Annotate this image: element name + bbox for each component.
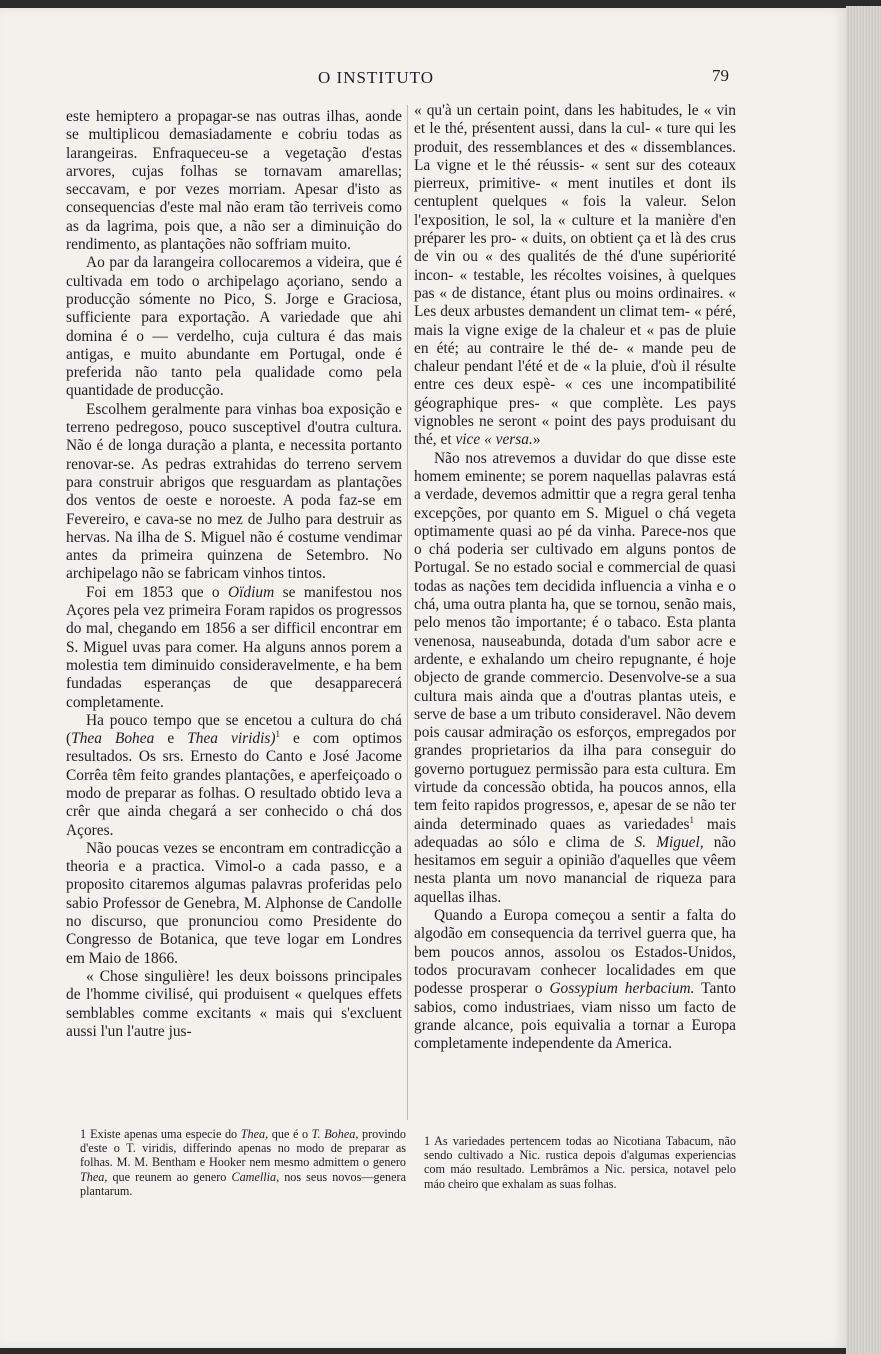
left-paragraph-1: este hemiptero a propagar-se nas outras ilhas, aonde se multiplicou demasiadamente e cobriu todas as larangeiras. Enfraqueceu-se a vegetação d'estas arvores, cujas folhas se tornavam amarellas; seccavam, e por vezes morriam. Apesar d'isto as consequencias d'este mal não eram tão terriveis como as da lagrima, pois que, a não ser a diminuição do rendimento, as plantações não soffriam muito. bbox=[66, 108, 402, 254]
footnote-marker: 1 bbox=[275, 728, 280, 739]
right-paragraph-1 bbox=[414, 102, 736, 450]
column-divider bbox=[407, 105, 408, 1120]
text-span: mais adequadas ao sólo e clima de bbox=[414, 815, 736, 851]
italic-term: Thea viridis) bbox=[187, 730, 276, 748]
text-span: Ha pouco tempo que se encetou a cultura do chá ( bbox=[66, 711, 402, 748]
italic-term: Thea, bbox=[80, 1169, 108, 1184]
italic-term: Camellia, bbox=[231, 1169, 280, 1184]
text-span: Existe apenas uma especie do bbox=[90, 1127, 241, 1141]
left-paragraph-6: Não poucas vezes se encontram em contradicção a theoria e a practica. Vimol-o a cada passo, e a proposito citaremos algumas palavras proferidas pelo sabio Professor de Genebra, M. Alphonse de Candolle no discurso, que pronunciou como Presidente do Congresso de Botanica, que teve logar em Londres em Maio de 1866. bbox=[66, 839, 402, 967]
footnote-left bbox=[80, 1127, 406, 1198]
text-span: As variedades pertencem todas ao Nicotiana Tabacum, não sendo cultivado a Nic. rustica depois d'algumas experiencias com máo resultado. Lembrâmos a Nic. persica, notavel pelo máo cheiro que exhalam as suas folhas. bbox=[424, 1134, 736, 1191]
italic-term: S. Miguel, bbox=[634, 833, 704, 851]
text-span: e com optimos resultados. Os srs. Ernesto do Canto e José Jacome Corrêa têm feito grandes plantações, e aperfeiçoado o modo de preparar as folhas. O resultado obtido leva a crêr que ainda chegará a ser conhecido o chá dos Açores. bbox=[66, 730, 402, 839]
italic-term: vice « versa. bbox=[455, 431, 533, 449]
text-span: Quando a Europa começou a sentir a falta do algodão em consequencia da terrivel guerra que, ha bem poucos annos, assolou os Estados-Unidos, todos procuravam conhecer localidades em que podesse prosperar o bbox=[414, 907, 736, 998]
text-span: nos seus novos—genera plantarum. bbox=[80, 1169, 406, 1198]
right-paragraph-3 bbox=[414, 907, 736, 1053]
text-span: provindo d'este o T. viridis, differindo apenas no modo de preparar as folhas. M. M. Bentham e Hooker nem mesmo admittem o genero bbox=[80, 1127, 406, 1170]
footnote-number: 1 bbox=[424, 1134, 431, 1148]
text-span: Foi em 1853 que o bbox=[86, 583, 229, 601]
text-span: » bbox=[532, 431, 541, 449]
footnote-number: 1 bbox=[80, 1127, 87, 1141]
right-column bbox=[414, 102, 736, 1053]
book-page-edges bbox=[846, 6, 881, 1354]
left-paragraph-3: Escolhem geralmente para vinhas boa exposição e terreno pedregoso, pouco susceptivel d'outra cultura. Não é de longa duração a planta, e necessita portanto renovar-se. As pedras extrahidas do terreno servem para construir abrigos que resguardam as plantações dos ventos de oeste e noroeste. A poda faz-se em Fevereiro, e cava-se no mez de Julho para destruir as hervas. Na ilha de S. Miguel não é costume vendimar antes da primeira quinzena de Setembro. No archipelago não se fabricam vinhos tintos. bbox=[66, 400, 402, 583]
text-span: se manifestou nos Açores pela vez primeira Foram rapidos os progressos do mal, chegando em 1856 a ser difficil encontrar em S. Miguel uvas para comer. Ha alguns annos porem a molestia tem diminuido consideravelmente, e ha bem fundadas esperanças de que desapparecerá completamente. bbox=[66, 583, 402, 711]
left-paragraph-2: Ao par da larangeira collocaremos a videira, que é cultivada em todo o archipelago açoriano, sendo a producção sómente no Pico, S. Jorge e Graciosa, sufficiente para exportação. A variedade que ahi domina é o — verdelho, cuja cultura é das mais antigas, e muito abundante em Portugal, onde é preferida não tanto pela qualidade como pela quantidade de producção. bbox=[66, 254, 402, 400]
italic-term: Gossypium herbacium. bbox=[549, 980, 695, 998]
running-header bbox=[0, 66, 846, 90]
text-span: e bbox=[154, 730, 188, 748]
left-paragraph-4 bbox=[66, 584, 402, 712]
running-title: O INSTITUTO bbox=[318, 68, 434, 87]
italic-term: T. Bohea, bbox=[311, 1127, 359, 1141]
text-span: não hesitamos em seguir a opinião d'aquelles que vêem nesta planta um novo manancial de riqueza para aquellas ilhas. bbox=[414, 833, 736, 906]
footnote-right bbox=[424, 1134, 736, 1191]
italic-term: Thea Bohea bbox=[71, 730, 155, 748]
italic-term: Oïdium bbox=[228, 583, 275, 601]
italic-term: Thea, bbox=[240, 1127, 269, 1141]
left-column bbox=[66, 108, 402, 1041]
left-paragraph-7: « Chose singulière! les deux boissons principales de l'homme civilisé, qui produisent « quelques effets semblables comme excitants « mais qui s'excluent aussi l'un l'autre jus- bbox=[66, 967, 402, 1040]
right-paragraph-2 bbox=[414, 450, 736, 907]
footnote-marker: 1 bbox=[689, 814, 695, 825]
text-span: que reunem ao genero bbox=[107, 1169, 232, 1184]
text-span: « qu'à un certain point, dans les habitudes, le « vin et le thé, présentent aussi, dans la cul- « ture qui les produit, des ressemblances et des « dissemblances. La vigne et le thé réussis- « sent sur des coteaux pierreux, primitive- « ment inutiles et dont ils centuplent quelques « fois la valeur. Selon l'exposition, le sol, la « culture et la manière d'en préparer les pro- « duits, on obtient ça et là des crus de vin ou « des qualités de thé d'une supériorité incon- « testable, les récoltes voisines, à quelques pas « de distance, étant plus ou moins ordinaires. « Les deux arbustes demandent un climat tem- « péré, mais la vigne exige de la chaleur et « pas de pluie en été; au contraire le thé de- « mande peu de chaleur pendant l'été et de « la pluie, d'où il résulte entre ces deux espè- « ces une incompatibilité géographique pres- « que complète. Les pays vignobles ne seront « point des pays produisant du thé, et bbox=[414, 102, 736, 449]
text-span: Tanto sabios, como industriaes, viam nisso um facto de grande alcance, pois equivalia a tornar a Europa completamente independente da America. bbox=[414, 980, 736, 1053]
left-paragraph-5 bbox=[66, 712, 402, 840]
page-number: 79 bbox=[712, 66, 729, 85]
text-span: Não nos atrevemos a duvidar do que disse este homem eminente; se porem naquellas palavras está a verdade, devemos admittir que a regra geral tenha excepções, por quanto em S. Miguel o chá vegeta optimamente quasi ao pé da vinha. Parece-nos que o chá poderia ser cultivado em alguns pontos de Portugal. Se no estado social e commercial de quasi todas as nações tem decidida influencia a vinha e o chá, uma outra planta ha, que se tornou, senão mais, pelo menos tão importante; é o tabaco. Esta planta venenosa, nauseabunda, dotada d'um sabor acre e ardente, e exhalando um cheiro repugnante, é hoje objecto de grande commercio. Desenvolve-se a sua cultura mais ainda que a d'outras plantas uteis, e serve de base a um tributo consideravel. Não devem pois causar admiração os esforços, empregados por grandes proprietarios da ilha para conseguir do governo portuguez permissão para esta cultura. Em virtude da concessão obtida, ha poucos annos, ella tem feito rapidos progressos, e, apesar de se não ter ainda determinado quaes as variedades bbox=[414, 449, 736, 833]
text-span: que é o bbox=[268, 1127, 312, 1141]
